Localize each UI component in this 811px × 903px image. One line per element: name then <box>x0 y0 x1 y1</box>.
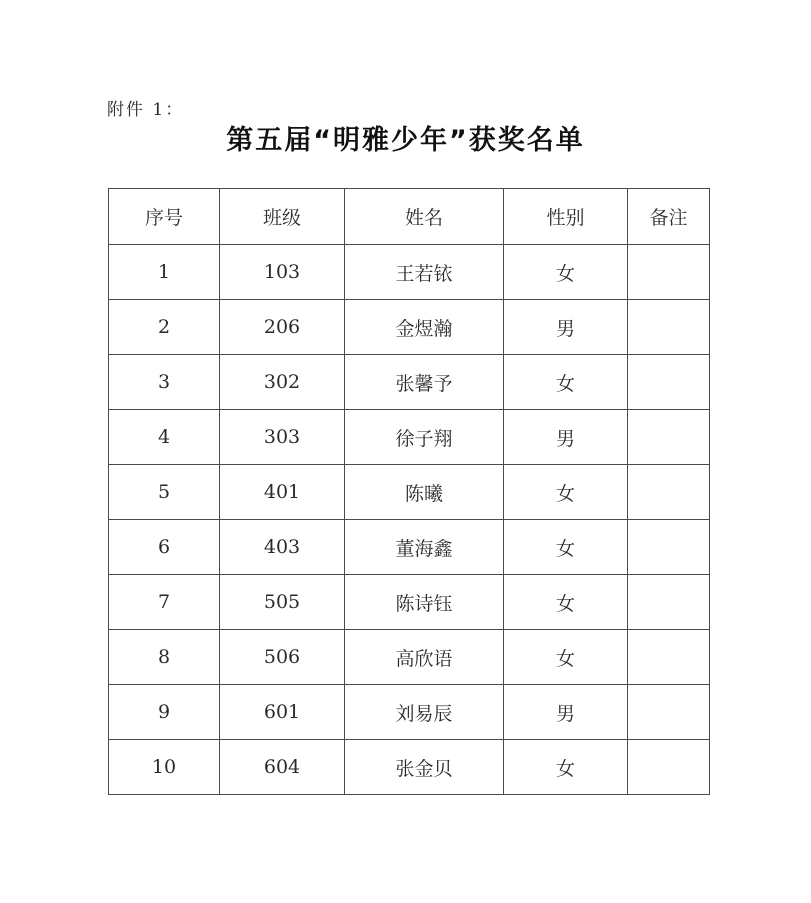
cell-class: 601 <box>220 685 345 740</box>
cell-name: 刘易辰 <box>345 685 504 740</box>
cell-name: 徐子翔 <box>345 410 504 465</box>
cell-note <box>628 520 710 575</box>
cell-note <box>628 300 710 355</box>
cell-gender: 女 <box>504 740 628 795</box>
table-row <box>109 300 710 355</box>
cell-class: 401 <box>220 465 345 520</box>
cell-class: 303 <box>220 410 345 465</box>
cell-class: 505 <box>220 575 345 630</box>
cell-note <box>628 630 710 685</box>
cell-note <box>628 465 710 520</box>
cell-number: 10 <box>109 740 220 795</box>
cell-name: 金煜瀚 <box>345 300 504 355</box>
cell-gender: 女 <box>504 575 628 630</box>
cell-note <box>628 355 710 410</box>
table-row <box>109 355 710 410</box>
cell-class: 403 <box>220 520 345 575</box>
cell-class: 506 <box>220 630 345 685</box>
table-row <box>109 410 710 465</box>
attachment-label: 附件 1： <box>107 100 185 120</box>
cell-number: 4 <box>109 410 220 465</box>
cell-gender: 女 <box>504 630 628 685</box>
cell-name: 王若铱 <box>345 245 504 300</box>
cell-name: 张馨予 <box>345 355 504 410</box>
page-title: 第五届“明雅少年”获奖名单 <box>226 125 585 156</box>
table-row <box>109 575 710 630</box>
cell-class: 206 <box>220 300 345 355</box>
cell-note <box>628 245 710 300</box>
cell-gender: 女 <box>504 465 628 520</box>
cell-class: 604 <box>220 740 345 795</box>
cell-number: 9 <box>109 685 220 740</box>
cell-name: 张金贝 <box>345 740 504 795</box>
column-header-class: 班级 <box>220 189 345 245</box>
cell-name: 陈诗钰 <box>345 575 504 630</box>
cell-number: 3 <box>109 355 220 410</box>
cell-gender: 女 <box>504 245 628 300</box>
cell-gender: 男 <box>504 410 628 465</box>
cell-number: 1 <box>109 245 220 300</box>
cell-gender: 男 <box>504 300 628 355</box>
cell-class: 302 <box>220 355 345 410</box>
cell-number: 7 <box>109 575 220 630</box>
column-header-gender: 性别 <box>504 189 628 245</box>
cell-number: 5 <box>109 465 220 520</box>
table-row <box>109 245 710 300</box>
cell-number: 8 <box>109 630 220 685</box>
cell-note <box>628 575 710 630</box>
cell-gender: 男 <box>504 685 628 740</box>
column-header-name: 姓名 <box>345 189 504 245</box>
table-row <box>109 465 710 520</box>
table-row <box>109 630 710 685</box>
cell-note <box>628 410 710 465</box>
award-list-table <box>108 188 710 795</box>
cell-class: 103 <box>220 245 345 300</box>
cell-name: 陈曦 <box>345 465 504 520</box>
cell-gender: 女 <box>504 520 628 575</box>
column-header-number: 序号 <box>109 189 220 245</box>
table-header-row <box>109 189 710 245</box>
table-row <box>109 520 710 575</box>
cell-note <box>628 685 710 740</box>
column-header-note: 备注 <box>628 189 710 245</box>
cell-name: 高欣语 <box>345 630 504 685</box>
table-row <box>109 740 710 795</box>
cell-gender: 女 <box>504 355 628 410</box>
cell-number: 2 <box>109 300 220 355</box>
cell-name: 董海鑫 <box>345 520 504 575</box>
cell-number: 6 <box>109 520 220 575</box>
table-row <box>109 685 710 740</box>
cell-note <box>628 740 710 795</box>
